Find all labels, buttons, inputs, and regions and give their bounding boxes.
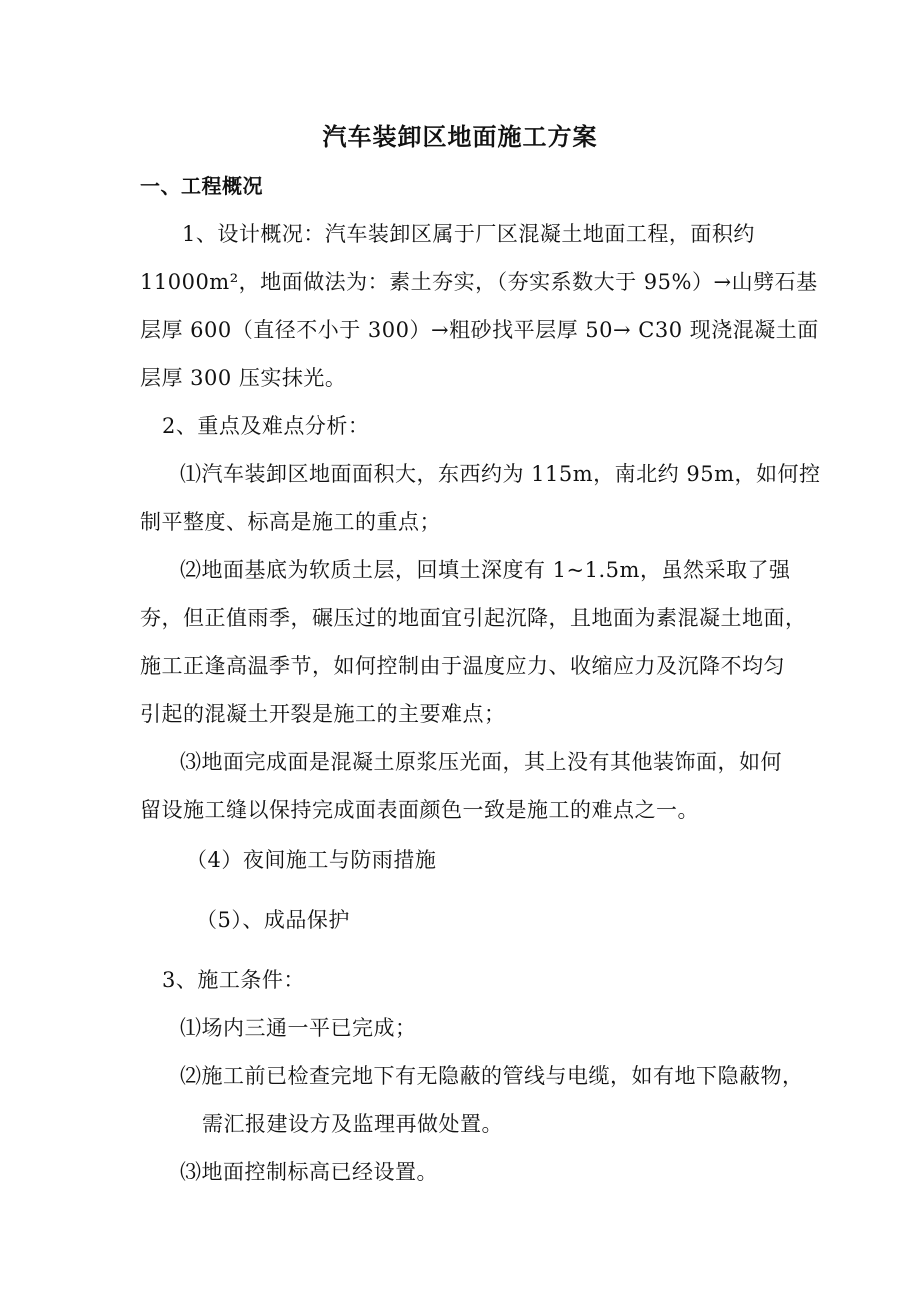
- list-item: ⑶地面控制标高已经设置。: [180, 1160, 438, 1184]
- paragraph-line: ⑶地面完成面是混凝土原浆压光面，其上没有其他装饰面，如何: [180, 750, 782, 774]
- paragraph-line: ⑵地面基底为软质土层，回填土深度有 1~1.5m，虽然采取了强: [180, 558, 791, 582]
- document-title: 汽车装卸区地面施工方案: [322, 123, 598, 151]
- paragraph-line: 1、设计概况：汽车装卸区属于厂区混凝土地面工程，面积约: [182, 222, 755, 246]
- paragraph-line: 层厚 300 压实抹光。: [140, 366, 347, 390]
- list-item: ⑴场内三通一平已完成；: [180, 1016, 417, 1040]
- list-item: （5）、成品保护: [196, 908, 350, 932]
- paragraph-line: ⑵施工前已检查完地下有无隐蔽的管线与电缆，如有地下隐蔽物，: [180, 1064, 804, 1088]
- subsection-heading: 3、施工条件：: [162, 968, 305, 992]
- paragraph-line: 夯，但正值雨季，碾压过的地面宜引起沉降，且地面为素混凝土地面，: [140, 606, 807, 630]
- paragraph-line: 制平整度、标高是施工的重点；: [140, 510, 441, 534]
- paragraph-line: 引起的混凝土开裂是施工的主要难点；: [140, 702, 506, 726]
- section-heading: 一、工程概况: [140, 174, 263, 198]
- paragraph-line: 层厚 600（直径不小于 300）→粗砂找平层厚 50→ C30 现浇混凝土面: [140, 318, 819, 342]
- paragraph-line: 需汇报建设方及监理再做处置。: [202, 1112, 503, 1136]
- paragraph-line: 施工正逢高温季节，如何控制由于温度应力、收缩应力及沉降不均匀: [140, 654, 785, 678]
- list-item: （4）夜间施工与防雨措施: [186, 848, 437, 872]
- paragraph-line: 留设施工缝以保持完成面表面颜色一致是施工的难点之一。: [140, 798, 699, 822]
- paragraph-line: 11000m²，地面做法为：素土夯实，（夯实系数大于 95%）→山劈石基: [140, 270, 818, 294]
- subsection-heading: 2、重点及难点分析：: [162, 414, 370, 438]
- paragraph-line: ⑴汽车装卸区地面面积大，东西约为 115m，南北约 95m，如何控: [180, 462, 821, 486]
